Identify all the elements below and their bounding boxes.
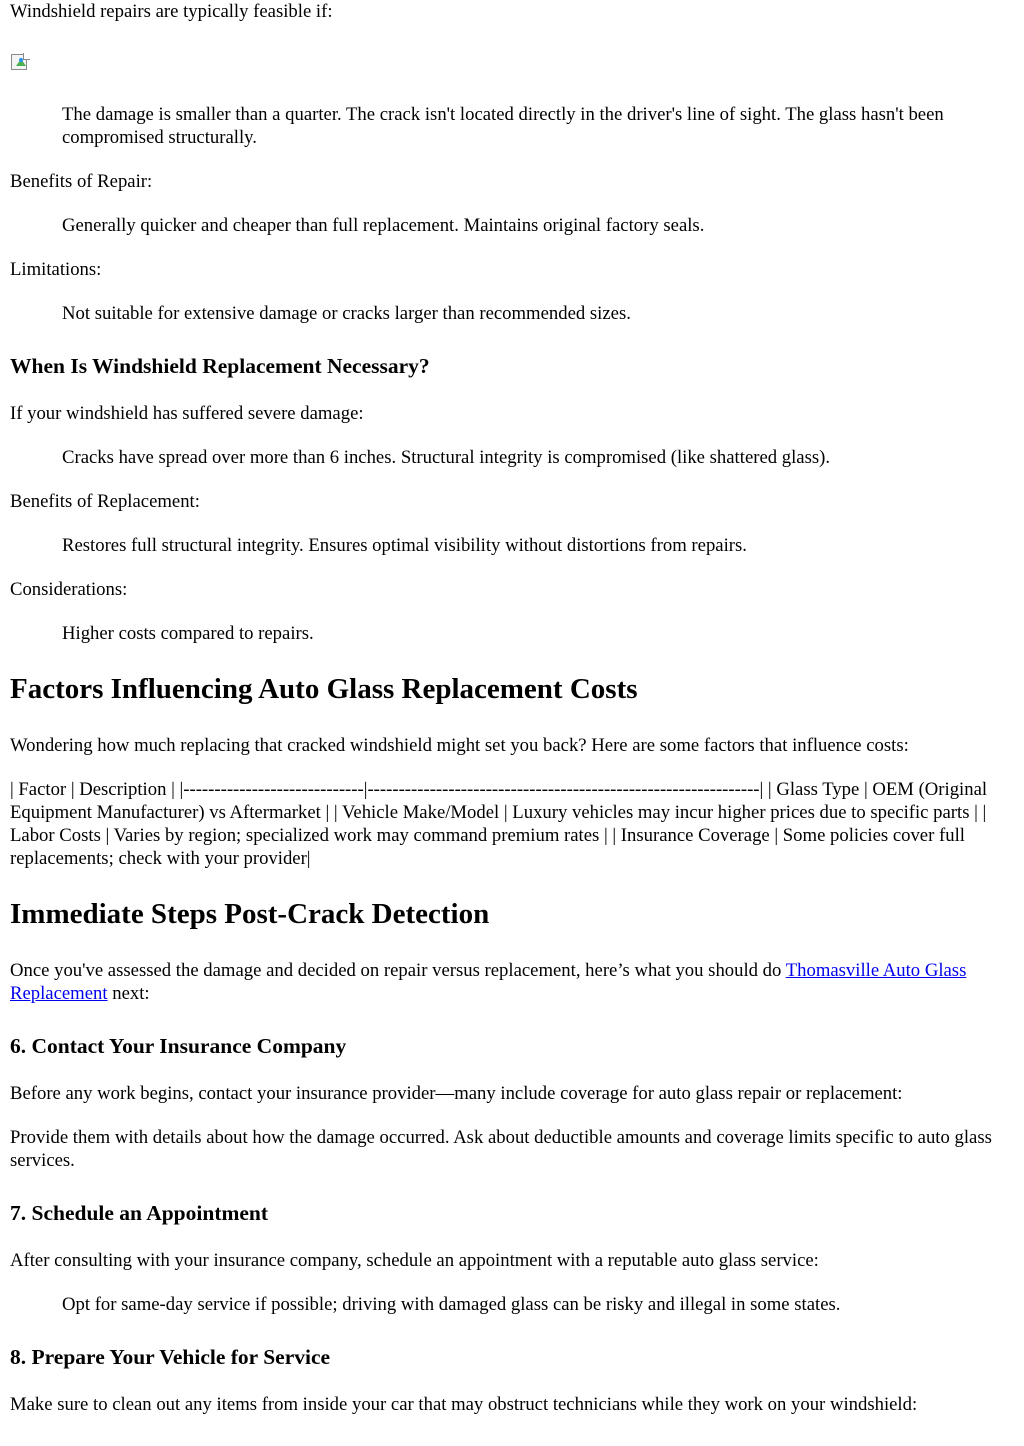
considerations-text: Higher costs compared to repairs. — [62, 623, 314, 644]
benefits-repair-text: Generally quicker and cheaper than full replacement. Maintains original factory seals. — [62, 215, 705, 236]
step8-intro: Make sure to clean out any items from inside your car that may obstruct technicians while they work on your windshield: — [10, 1394, 918, 1415]
replacement-conditions: Cracks have spread over more than 6 inches. Structural integrity is compromised (like shattered glass). — [62, 447, 831, 468]
step6-details: Provide them with details about how the damage occurred. Ask about deductible amounts and coverage limits specific to auto glass services. — [10, 1127, 992, 1171]
benefits-replacement-label: Benefits of Replacement: — [10, 491, 200, 512]
factors-table-raw: | Factor | Description | |-----------------------------|---------------------------------------------------------------| | Glass Type | OEM (Original Equipment Manufacturer) vs Aftermarket | | Vehicle Make/Model | Luxury vehicles may incur higher prices due to specific parts | | Labor Costs | Varies by region; specialized work may command premium rates | | Insurance Coverage | Some policies cover full replacements; check with your provider| — [10, 779, 988, 869]
steps-heading: Immediate Steps Post-Crack Detection — [10, 898, 490, 930]
steps-intro — [10, 959, 1014, 1005]
broken-image-icon — [10, 44, 1014, 103]
benefits-repair-label: Benefits of Repair: — [10, 171, 153, 192]
limitations-text: Not suitable for extensive damage or cracks larger than recommended sizes. — [62, 303, 631, 324]
repair-intro: Windshield repairs are typically feasible if: — [10, 1, 333, 22]
thomasville-auto-glass-link[interactable]: Thomasville Auto Glass Replacement — [10, 960, 967, 1004]
factors-heading: Factors Influencing Auto Glass Replacement Costs — [10, 673, 638, 705]
steps-intro-after: next: — [107, 983, 150, 1004]
step7-heading: 7. Schedule an Appointment — [10, 1201, 269, 1225]
replacement-heading: When Is Windshield Replacement Necessary? — [10, 354, 430, 378]
considerations-label: Considerations: — [10, 579, 128, 600]
benefits-replacement-text: Restores full structural integrity. Ensures optimal visibility without distortions from repairs. — [62, 535, 747, 556]
step7-intro: After consulting with your insurance company, schedule an appointment with a reputable auto glass service: — [10, 1250, 819, 1271]
step6-intro: Before any work begins, contact your insurance provider—many include coverage for auto glass repair or replacement: — [10, 1083, 903, 1104]
step7-tip: Opt for same-day service if possible; driving with damaged glass can be risky and illegal in some states. — [62, 1294, 841, 1315]
step8-heading: 8. Prepare Your Vehicle for Service — [10, 1345, 331, 1369]
steps-intro-before: Once you've assessed the damage and decided on repair versus replacement, here’s what you should do — [10, 960, 786, 981]
limitations-label: Limitations: — [10, 259, 102, 280]
factors-intro: Wondering how much replacing that cracked windshield might set you back? Here are some factors that influence costs: — [10, 735, 909, 756]
repair-conditions: The damage is smaller than a quarter. The crack isn't located directly in the driver's line of sight. The glass hasn't been compromised structurally. — [62, 104, 944, 148]
replacement-intro: If your windshield has suffered severe damage: — [10, 403, 364, 424]
step6-heading: 6. Contact Your Insurance Company — [10, 1034, 347, 1058]
